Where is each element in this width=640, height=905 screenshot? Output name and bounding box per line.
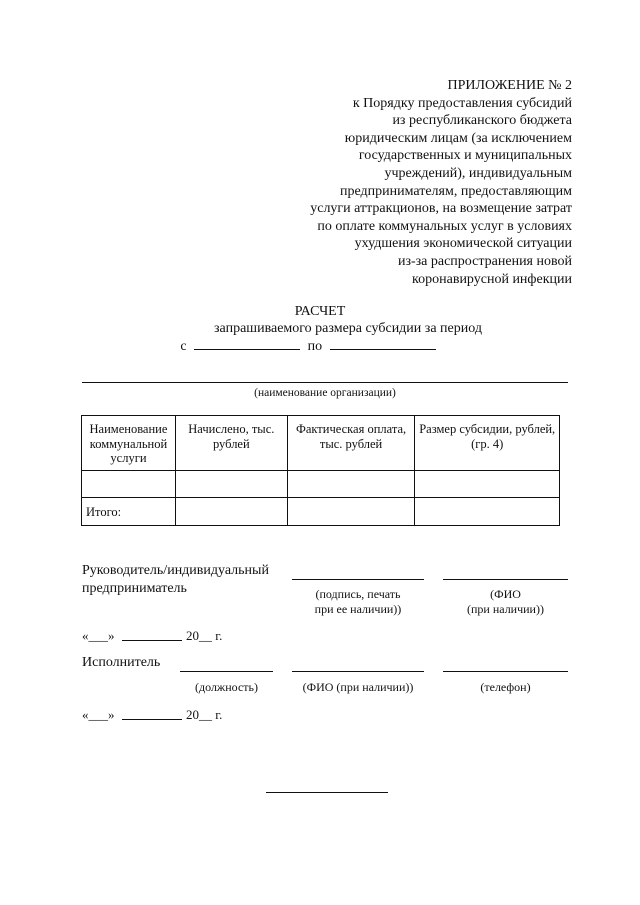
executor-fio-field[interactable] bbox=[292, 671, 424, 672]
document-subtitle: запрашиваемого размера субсидии за период bbox=[214, 321, 482, 336]
table-cell[interactable] bbox=[287, 471, 415, 498]
head-label-line: Руководитель/индивидуальный bbox=[82, 563, 269, 578]
table-cell[interactable] bbox=[175, 471, 287, 498]
org-name-caption: (наименование организации) bbox=[254, 387, 396, 399]
executor-date-open: «___» bbox=[82, 707, 115, 722]
executor-fio-caption: (ФИО (при наличии)) bbox=[302, 680, 414, 694]
appendix-line: из-за распространения новой bbox=[397, 253, 572, 269]
total-label: Итого: bbox=[82, 498, 176, 526]
appendix-line: учреждений), индивидуальным bbox=[384, 165, 572, 181]
appendix-line: юридическим лицам (за исключением bbox=[344, 130, 572, 146]
head-label bbox=[82, 562, 269, 598]
footer-separator bbox=[266, 792, 388, 793]
table-cell[interactable] bbox=[82, 471, 176, 498]
table-cell[interactable] bbox=[175, 498, 287, 526]
head-date-year: 20__ г. bbox=[186, 628, 223, 643]
calculation-table bbox=[81, 415, 560, 526]
caption-line: (ФИО bbox=[490, 587, 521, 601]
head-date-month-field[interactable] bbox=[122, 640, 182, 641]
executor-label: Исполнитель bbox=[82, 655, 161, 670]
head-label-line: предприниматель bbox=[82, 581, 187, 596]
period-to-field[interactable] bbox=[330, 349, 436, 350]
document-title: РАСЧЕТ bbox=[294, 304, 346, 319]
table-row bbox=[82, 471, 560, 498]
header-cell: Фактическая оплата, тыс. рублей bbox=[287, 416, 415, 471]
appendix-line: из республиканского бюджета bbox=[392, 113, 572, 129]
appendix-line: услуги аттракционов, на возмещение затрат bbox=[310, 201, 572, 217]
header-cell: Наименование коммунальной услуги bbox=[82, 416, 176, 471]
executor-position-caption: (должность) bbox=[195, 680, 258, 694]
appendix-line: ПРИЛОЖЕНИЕ № 2 bbox=[447, 78, 572, 93]
table-cell[interactable] bbox=[287, 498, 415, 526]
executor-phone-caption: (телефон) bbox=[480, 680, 531, 694]
appendix-line: коронавирусной инфекции bbox=[412, 271, 572, 287]
head-signature-caption bbox=[292, 587, 424, 617]
table-header-row bbox=[82, 416, 560, 471]
org-name-field[interactable] bbox=[82, 382, 568, 383]
appendix-line: государственных и муниципальных bbox=[358, 148, 572, 164]
head-fio-field[interactable] bbox=[443, 579, 568, 580]
period-row bbox=[0, 339, 630, 355]
table-cell[interactable] bbox=[415, 498, 560, 526]
executor-phone-field[interactable] bbox=[443, 671, 568, 672]
head-signature-field[interactable] bbox=[292, 579, 424, 580]
caption-line: при ее наличии)) bbox=[314, 602, 402, 616]
head-fio-caption bbox=[443, 587, 568, 617]
period-from-label: с bbox=[180, 339, 187, 354]
caption-line: (при наличии)) bbox=[467, 602, 544, 616]
period-from-field[interactable] bbox=[194, 349, 300, 350]
appendix-line: по оплате коммунальных услуг в условиях bbox=[317, 218, 572, 234]
period-to-label: по bbox=[307, 339, 323, 354]
table-cell[interactable] bbox=[415, 471, 560, 498]
appendix-line: ухудшения экономической ситуации bbox=[354, 236, 572, 252]
executor-date-month-field[interactable] bbox=[122, 719, 182, 720]
appendix-line: предпринимателям, предоставляющим bbox=[340, 183, 572, 199]
executor-date-year: 20__ г. bbox=[186, 707, 223, 722]
header-cell: Начислено, тыс. рублей bbox=[175, 416, 287, 471]
executor-position-field[interactable] bbox=[180, 671, 273, 672]
appendix-header bbox=[232, 77, 572, 288]
head-date-open: «___» bbox=[82, 628, 115, 643]
appendix-line: к Порядку предоставления субсидий bbox=[352, 95, 572, 111]
table-total-row bbox=[82, 498, 560, 526]
header-cell: Размер субсидии, рублей, (гр. 4) bbox=[415, 416, 560, 471]
caption-line: (подпись, печать bbox=[315, 587, 401, 601]
